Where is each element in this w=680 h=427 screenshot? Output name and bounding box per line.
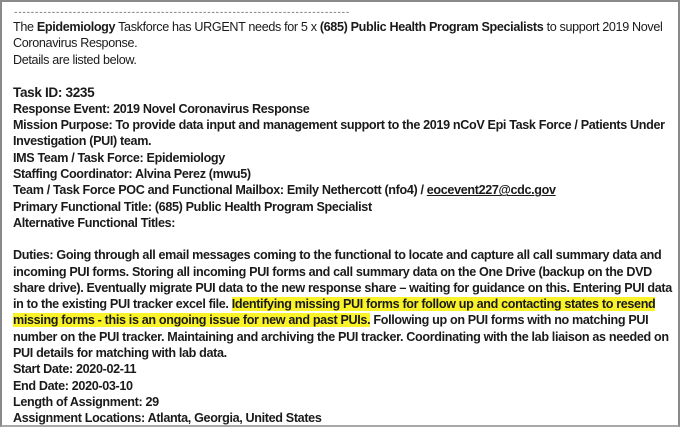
- end-date: End Date: 2020-03-10: [13, 378, 133, 393]
- assignment-locations: Assignment Locations: Atlanta, Georgia, United States: [13, 411, 322, 426]
- duties-highlight: Identifying missing PUI forms for follow up and contacting states to resend missing forms - this is an ongoing issue for new and past PUIs.: [13, 297, 656, 328]
- intro-details: Details are listed below.: [13, 52, 137, 67]
- poc-mailbox: [13, 182, 673, 198]
- intro-section: [13, 19, 673, 68]
- poc-label: Team / Task Force POC and Functional Mailbox: Emily Nethercott (nfo4) /: [13, 183, 427, 198]
- duties-section: [13, 247, 673, 426]
- alternative-functional-titles: Alternative Functional Titles:: [13, 215, 176, 230]
- ims-team: IMS Team / Task Force: Epidemiology: [13, 150, 225, 165]
- assignment-length: Length of Assignment: 29: [13, 394, 159, 409]
- intro-text-1: The: [13, 20, 37, 34]
- intro-taskforce: Epidemiology: [36, 20, 116, 34]
- intro-position: (685) Public Health Program Specialists: [319, 20, 544, 34]
- duties-text-1: Duties: Going through all email messages coming to the functional to locate and capture all call summary data and incoming PUI forms. Storing all incoming PUI forms and call summary data on the One Drive (backup on the DVD share drive). Eventually migrate PUI data to the new response share – waiting for guidance on this. Entering PUI data in to the existing PUI tracker excel file.: [13, 248, 672, 312]
- primary-functional-title: Primary Functional Title: (685) Public Health Program Specialist: [13, 199, 372, 214]
- duties-paragraph: [13, 247, 673, 361]
- poc-email-link[interactable]: eocevent227@cdc.gov: [426, 183, 556, 198]
- separator-line: --------------------------------------------------------------------------------: [13, 8, 350, 18]
- spacer: [13, 68, 673, 84]
- mission-purpose: Mission Purpose: To provide data input and management support to the 2019 nCoV Epi Task Force / Patients Under Investigation (PUI) team.: [13, 118, 665, 149]
- intro-text-2: Taskforce has URGENT needs for 5 x: [115, 20, 320, 34]
- task-section: [13, 84, 673, 231]
- task-id: Task ID: 3235: [13, 84, 95, 100]
- intro-paragraph: [13, 19, 673, 52]
- document-content: [13, 8, 673, 427]
- staffing-coordinator: Staffing Coordinator: Alvina Perez (mwu5): [13, 167, 251, 182]
- duties-text-2: Following up on PUI forms with no matching PUI number on the PUI tracker. Maintaining and archiving the PUI tracker. Coordinating with the lab liaison as needed on PUI details for matching with lab data.: [13, 313, 669, 361]
- intro-text-3: to support 2019 Novel Coronavirus Response.: [13, 20, 663, 51]
- response-event: Response Event: 2019 Novel Coronavirus Response: [13, 101, 310, 116]
- start-date: Start Date: 2020-02-11: [13, 362, 137, 377]
- spacer: [13, 231, 673, 247]
